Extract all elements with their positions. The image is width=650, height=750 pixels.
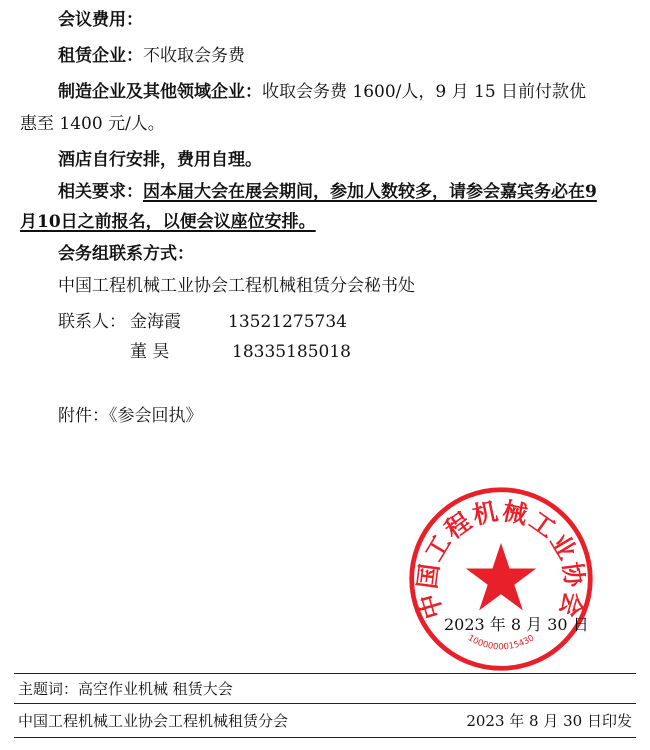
requirements-line-2: [20, 210, 630, 234]
attachment-link[interactable]: 附件：《参会回执》: [58, 406, 203, 426]
contact-org: 中国工程机械工业协会工程机械租赁分会秘书处: [58, 276, 415, 296]
rental-label: 租赁企业：: [58, 46, 143, 66]
requirements-text-2: 月10日之前报名，以便会议座位安排。: [20, 212, 316, 232]
footer-issuer: 中国工程机械工业协会工程机械租赁分会: [18, 712, 289, 730]
contact-name-1: 金海霞: [130, 312, 181, 332]
contact-phone-1: 13521275734: [228, 312, 347, 332]
seal-date: 2023 年 8 月 30 日: [444, 615, 589, 634]
footer-bottom-rule: [14, 737, 636, 738]
requirements-line-1: [58, 180, 630, 204]
hotel-line: 酒店自行安排，费用自理。: [58, 150, 262, 170]
footer-keywords: 主题词：高空作业机械 租赁大会: [18, 680, 233, 698]
mfg-fee-line: [58, 80, 630, 104]
rental-text: 不收取会务费: [143, 46, 245, 66]
contact-heading: 会务组联系方式：: [58, 244, 194, 264]
official-seal-stamp: [406, 484, 596, 674]
mfg-text-2: 惠至 1400 元/人。: [20, 114, 165, 134]
mfg-text-1: 收取会务费 1600/人，9 月 15 日前付款优: [262, 82, 587, 102]
contact-name-2: 董 昊: [130, 342, 170, 362]
mfg-label: 制造企业及其他领域企业：: [58, 82, 262, 102]
footer-middle-rule: [14, 703, 636, 704]
contact-label: 联系人：: [58, 312, 126, 332]
seal-star-icon: [466, 543, 536, 610]
requirements-label: 相关要求：: [58, 182, 143, 202]
footer-top-rule: [14, 673, 636, 674]
rental-fee-line: [58, 44, 630, 68]
contact-phone-2: 18335185018: [232, 342, 351, 362]
seal-serial: 1000000015430: [465, 633, 537, 653]
fees-heading: 会议费用：: [58, 10, 143, 30]
seal-ring-text: 中国工程机械工业协会: [412, 496, 590, 623]
requirements-text-1: 因本届大会在展会期间，参加人数较多，请参会嘉宾务必在9: [143, 182, 597, 202]
footer-issue-date: 2023 年 8 月 30 日印发: [466, 712, 632, 730]
